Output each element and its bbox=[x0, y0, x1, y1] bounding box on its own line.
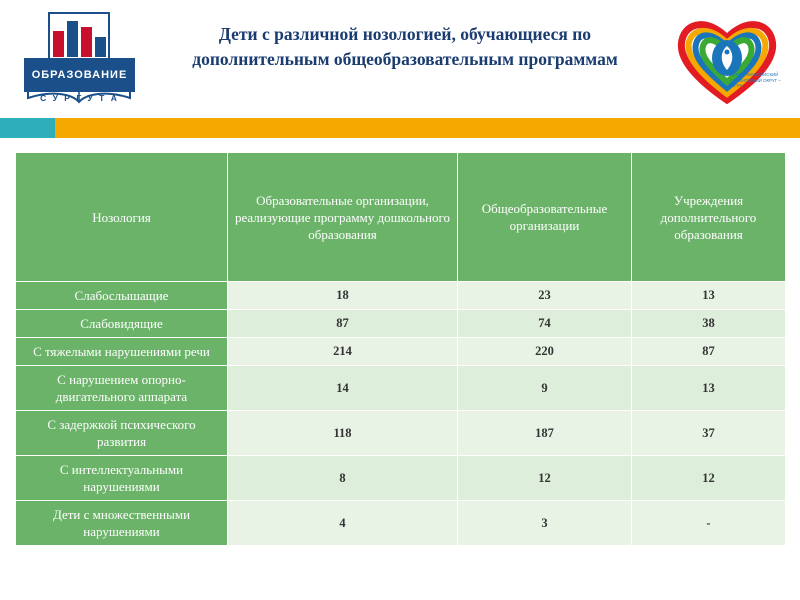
decorative-color-band bbox=[0, 118, 800, 138]
cell-general: 3 bbox=[458, 501, 632, 546]
cell-preschool: 18 bbox=[228, 282, 458, 310]
cell-preschool: 4 bbox=[228, 501, 458, 546]
cell-supplementary: 12 bbox=[632, 456, 786, 501]
row-label: Дети с множественными нарушениями bbox=[16, 501, 228, 546]
cell-general: 23 bbox=[458, 282, 632, 310]
bar-chart-icon bbox=[48, 12, 110, 62]
table-row bbox=[16, 310, 786, 338]
column-header-general-orgs: Общеобразовательные организации bbox=[458, 153, 632, 282]
table-body bbox=[16, 282, 786, 546]
cell-general: 9 bbox=[458, 366, 632, 411]
cell-supplementary: 13 bbox=[632, 366, 786, 411]
logo-subtitle: С У Р Г У Т А bbox=[40, 93, 119, 103]
cell-preschool: 14 bbox=[228, 366, 458, 411]
cell-supplementary: 37 bbox=[632, 411, 786, 456]
logo-caption: ХАНТЫ-МАНСИЙСКИЙ АВТОНОМНЫЙ ОКРУГ – ЮГРА bbox=[730, 72, 781, 88]
table-row bbox=[16, 456, 786, 501]
cell-general: 187 bbox=[458, 411, 632, 456]
column-header-nosology: Нозология bbox=[16, 153, 228, 282]
cell-preschool: 8 bbox=[228, 456, 458, 501]
column-header-supplementary-orgs: Учреждения дополнительного образования bbox=[632, 153, 786, 282]
logo-banner-text: ОБРАЗОВАНИЕ bbox=[24, 58, 135, 92]
cell-supplementary: 13 bbox=[632, 282, 786, 310]
row-label: С нарушением опорно-двигательного аппарата bbox=[16, 366, 228, 411]
cell-general: 12 bbox=[458, 456, 632, 501]
table-row bbox=[16, 501, 786, 546]
row-label: С интеллектуальными нарушениями bbox=[16, 456, 228, 501]
row-label: С задержкой психического развития bbox=[16, 411, 228, 456]
row-label: С тяжелыми нарушениями речи bbox=[16, 338, 228, 366]
row-label: Слабослышащие bbox=[16, 282, 228, 310]
logo-book-icon bbox=[22, 8, 137, 113]
yugra-heart-logo bbox=[672, 10, 782, 110]
page-title: Дети с различной нозологией, обучающиеся по дополнительным общеобразовательным программам bbox=[192, 24, 618, 69]
heart-ribbon-icon bbox=[672, 10, 782, 110]
band-segment-teal bbox=[0, 118, 55, 138]
table-row bbox=[16, 282, 786, 310]
column-header-preschool-orgs: Образовательные организации, реализующие программу дошкольного образования bbox=[228, 153, 458, 282]
table-header-row bbox=[16, 153, 786, 282]
cell-general: 74 bbox=[458, 310, 632, 338]
table-row bbox=[16, 366, 786, 411]
table-row bbox=[16, 411, 786, 456]
nosology-table-container bbox=[15, 152, 785, 546]
nosology-table bbox=[15, 152, 786, 546]
table-row bbox=[16, 338, 786, 366]
cell-supplementary: 38 bbox=[632, 310, 786, 338]
row-label: Слабовидящие bbox=[16, 310, 228, 338]
page-header bbox=[0, 0, 800, 118]
cell-supplementary: 87 bbox=[632, 338, 786, 366]
cell-preschool: 118 bbox=[228, 411, 458, 456]
sursut-education-logo bbox=[22, 8, 137, 113]
band-segment-orange bbox=[55, 118, 800, 138]
cell-preschool: 214 bbox=[228, 338, 458, 366]
cell-general: 220 bbox=[458, 338, 632, 366]
table-header-row-group bbox=[16, 153, 786, 282]
cell-preschool: 87 bbox=[228, 310, 458, 338]
cell-supplementary: - bbox=[632, 501, 786, 546]
